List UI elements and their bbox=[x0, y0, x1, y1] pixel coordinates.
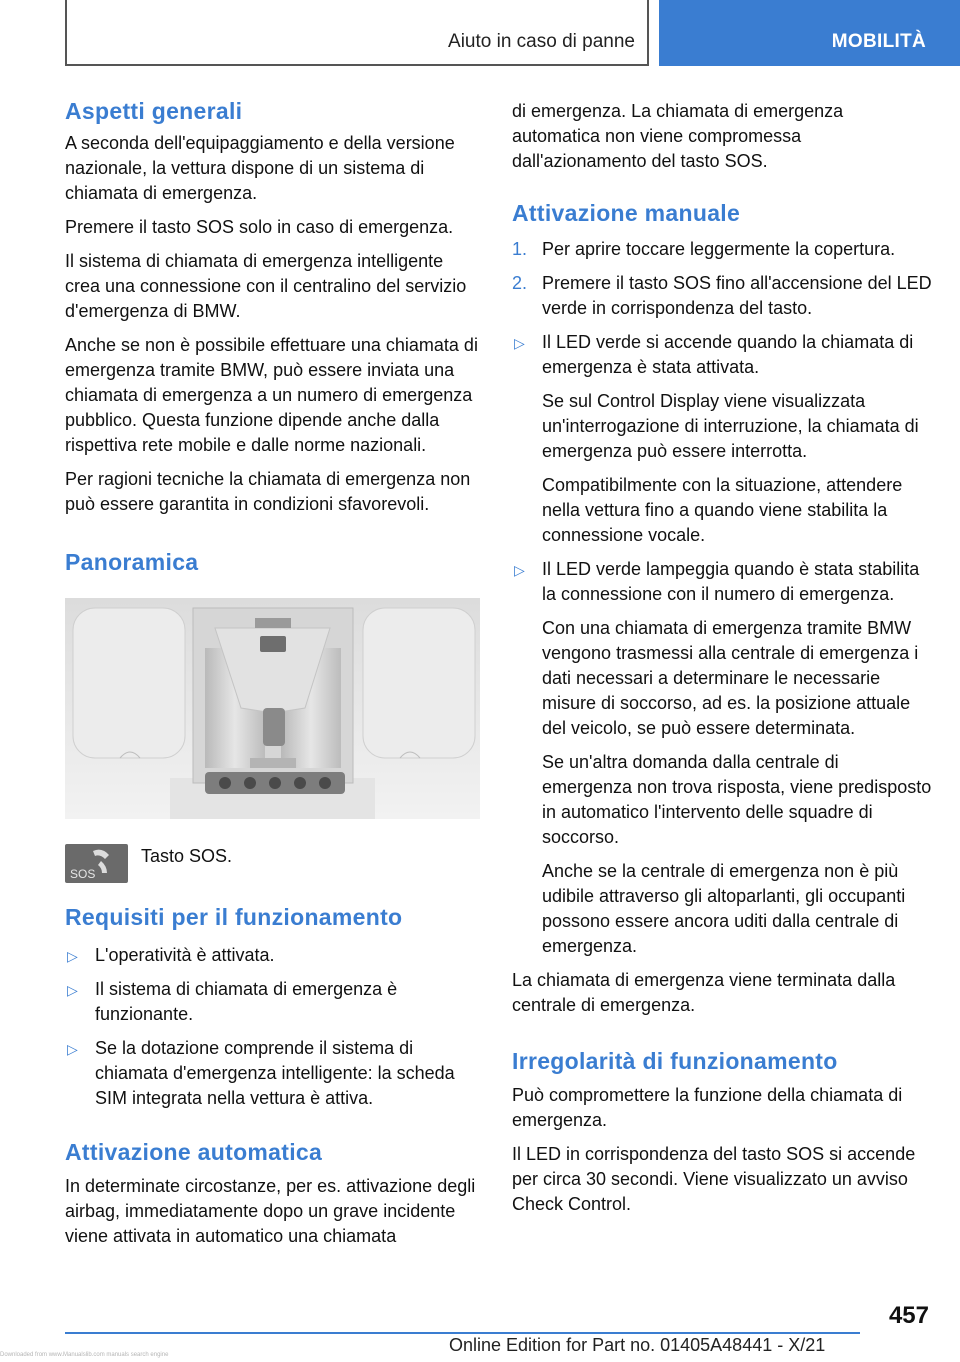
triangle-bullet-icon: ▷ bbox=[67, 982, 78, 998]
list-item: ▷ Se la dotazione comprende il sistema di chiamata d'emergenza intelligente: la scheda SIM integrata nella vettura è attiva. bbox=[67, 1038, 455, 1108]
heading-overview: Panoramica bbox=[65, 549, 199, 575]
triangle-bullet-icon: ▷ bbox=[514, 562, 525, 578]
list-item: ▷ Il LED verde si accende quando la chiamata di emergenza è stata attivata. Se sul Control Display viene visualizzata un'interrogazione di interruzione, la chiamata di emergenza può essere interrotta. Compatibilmente con la situazione, attendere nella vettura fino a quando viene stabilita la connessione vocale. bbox=[514, 332, 919, 545]
sos-caption: Tasto SOS. bbox=[141, 846, 233, 866]
heading-manual: Attivazione manuale bbox=[512, 200, 741, 226]
manual-status-list bbox=[512, 330, 932, 959]
general-paragraph-2: Premere il tasto SOS solo in caso di emergenza. bbox=[65, 217, 454, 237]
list-item: 1. Per aprire toccare leggermente la copertura. bbox=[512, 239, 896, 259]
right-column bbox=[512, 99, 932, 1217]
sos-icon-label: SOS bbox=[70, 867, 96, 881]
left-column bbox=[65, 98, 480, 1249]
header-section-title: Aiuto in caso di panne bbox=[448, 31, 635, 52]
heading-requirements: Requisiti per il funzionamento bbox=[65, 904, 403, 930]
page-number: 457 bbox=[888, 1302, 929, 1329]
manual-closing-paragraph: La chiamata di emergenza viene terminata dalla centrale di emergenza. bbox=[512, 970, 896, 1015]
triangle-bullet-icon: ▷ bbox=[514, 335, 525, 351]
continuation-paragraph: di emergenza. La chiamata di emergenza automatica non viene compromessa dall'azionamento del tasto SOS. bbox=[512, 101, 844, 171]
triangle-bullet-icon: ▷ bbox=[67, 948, 78, 964]
malfunction-paragraph-2: Il LED in corrispondenza del tasto SOS si accende per circa 30 secondi. Viene visualizzato un avviso Check Control. bbox=[512, 1144, 916, 1214]
malfunction-paragraph-1: Può compromettere la funzione della chiamata di emergenza. bbox=[512, 1085, 903, 1130]
header-chapter-title: MOBILITÀ bbox=[831, 31, 926, 52]
footer-rule bbox=[65, 1332, 860, 1334]
manual-steps bbox=[512, 237, 932, 321]
sos-legend-row bbox=[65, 844, 480, 904]
triangle-bullet-icon: ▷ bbox=[67, 1041, 78, 1057]
list-item: ▷ Il LED verde lampeggia quando è stata stabilita la connessione con il numero di emergenza. Con una chiamata di emergenza tramite BMW vengono trasmessi alla centrale di emergenza i dati necessari a determinare le necessarie misure di soccorso, ad es. la posizione attuale del veicolo, se può essere determinata. Se un'altra domanda dalla centrale di emergenza non trova risposta, viene predisposto in automatico l'intervento delle squadre di soccorso. Anche se la centrale di emergenza non è più udibile attraverso gli altoparlanti, gli occupanti possono essere ancora uditi dalla centrale di emergenza. bbox=[514, 559, 932, 956]
general-paragraph-4: Anche se non è possibile effettuare una chiamata di emergenza tramite BMW, può essere inviata una chiamata di emergenza a un numero di emergenza pubblico. Questa funzione dipende anche dalla rispettiva rete mobile e dalle norme nazionali. bbox=[65, 335, 478, 455]
list-item: 2. Premere il tasto SOS fino all'accensione del LED verde in corrispondenza del tasto. bbox=[512, 273, 932, 318]
general-paragraph-3: Il sistema di chiamata di emergenza intelligente crea una connessione con il centralino del servizio d'emergenza di BMW. bbox=[65, 251, 467, 321]
header-chapter-tab bbox=[659, 0, 960, 66]
list-item: ▷ Il sistema di chiamata di emergenza è funzionante. bbox=[67, 979, 398, 1024]
general-paragraph-1: A seconda dell'equipaggiamento e della versione nazionale, la vettura dispone di un sistema di chiamata di emergenza. bbox=[65, 133, 455, 203]
footer-watermark: Downloaded from www.Manualslib.com manuals search engine bbox=[0, 1352, 169, 1358]
automatic-paragraph: In determinate circostanze, per es. attivazione degli airbag, immediatamente dopo un grave incidente viene attivata in automatico una chiamata bbox=[65, 1176, 476, 1246]
header-section-box bbox=[65, 0, 649, 66]
heading-malfunction: Irregolarità di funzionamento bbox=[512, 1048, 838, 1074]
sos-phone-icon bbox=[65, 844, 128, 883]
heading-general: Aspetti generali bbox=[65, 98, 243, 124]
list-item: ▷ L'operatività è attivata. bbox=[65, 943, 480, 968]
general-paragraph-5: Per ragioni tecniche la chiamata di emergenza non può essere garantita in condizioni sfavorevoli. bbox=[65, 469, 471, 514]
footer-edition: Online Edition for Part no. 01405A48441 - X/21 bbox=[449, 1335, 826, 1355]
overhead-console-photo bbox=[65, 598, 480, 819]
heading-automatic: Attivazione automatica bbox=[65, 1139, 323, 1165]
requirements-list bbox=[65, 943, 480, 1111]
